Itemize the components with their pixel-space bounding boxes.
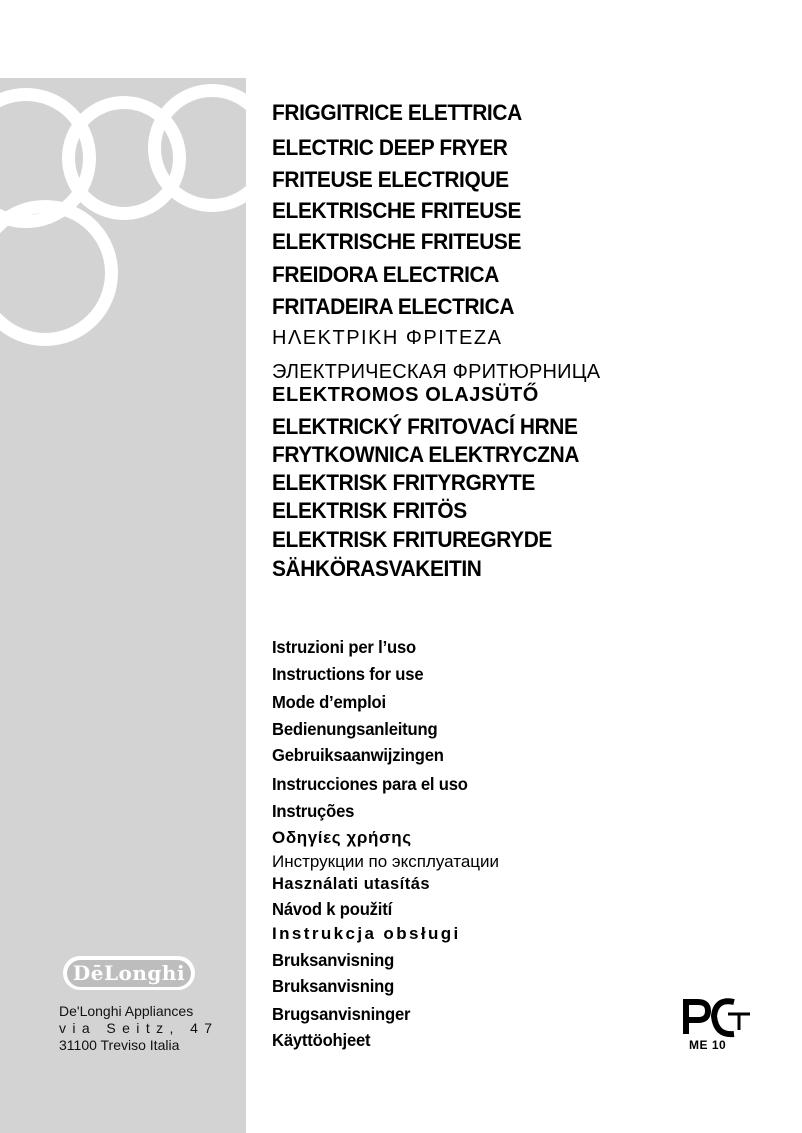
instructions-fi: Käyttöohjeet [272,1030,371,1050]
instructions-no: Bruksanvisning [272,950,395,970]
instructions-da: Brugsanvisninger [272,1004,411,1024]
title-en: ELECTRIC DEEP FRYER [272,135,508,160]
instructions-fr: Mode d’emploi [272,692,386,712]
title-de: ELEKTRISCHE FRITEUSE [272,198,522,223]
decorative-circle [0,200,118,346]
instructions-es: Instrucciones para el uso [272,774,468,794]
instructions-pt: Instruções [272,801,355,821]
instructions-el: Οδηγίες χρήσης [272,828,412,847]
title-fr: FRITEUSE ELECTRIQUE [272,167,509,192]
delonghi-logo [63,956,195,990]
address-line-company: De'Longhi Appliances [59,1003,194,1019]
title-el: ΗΛΕΚΤΡΙΚΗ ΦΡΙΤΕΖΑ [272,327,503,349]
title-ru: ЭЛЕКТРИЧЕСКАЯ ФРИТЮРНИЦА [272,361,601,383]
title-it: FRIGGITRICE ELETTRICA [272,100,522,125]
instructions-de: Bedienungsanleitung [272,719,438,739]
title-nl: ELEKTRISCHE FRITEUSE [272,229,522,254]
title-pl: FRYTKOWNICA ELEKTRYCZNA [272,442,580,467]
address-line-city: 31100 Treviso Italia [59,1037,180,1053]
title-no: ELEKTRISK FRITYRGRYTE [272,470,535,495]
title-cs: ELEKTRICKÝ FRITOVACÍ HRNE [272,414,578,439]
instructions-nl: Gebruiksaanwijzingen [272,745,444,765]
instructions-cs: Návod k použití [272,899,392,919]
title-da: ELEKTRISK FRITUREGRYDE [272,527,552,552]
title-sv: ELEKTRISK FRITÖS [272,498,467,523]
instructions-hu: Használati utasítás [272,875,431,893]
title-fi: SÄHKÖRASVAKEITIN [272,556,482,581]
instructions-en: Instructions for use [272,664,424,684]
title-hu: ELEKTROMOS OLAJSÜTŐ [272,384,539,406]
certification-code: ME 10 [689,1038,727,1052]
company-address [59,1003,219,1054]
title-pt: FRITADEIRA ELECTRICA [272,294,515,319]
instructions-ru: Инструкции по эксплуатации [272,852,500,871]
instructions-it: Istruzioni per l’uso [272,637,416,657]
address-line-street: via Seitz, 47 [59,1020,219,1036]
instructions-sv: Bruksanvisning [272,976,395,996]
title-es: FREIDORA ELECTRICA [272,262,499,287]
logo-text: DēLonghi [67,960,191,987]
instructions-pl: Instrukcja obsługi [272,924,461,943]
